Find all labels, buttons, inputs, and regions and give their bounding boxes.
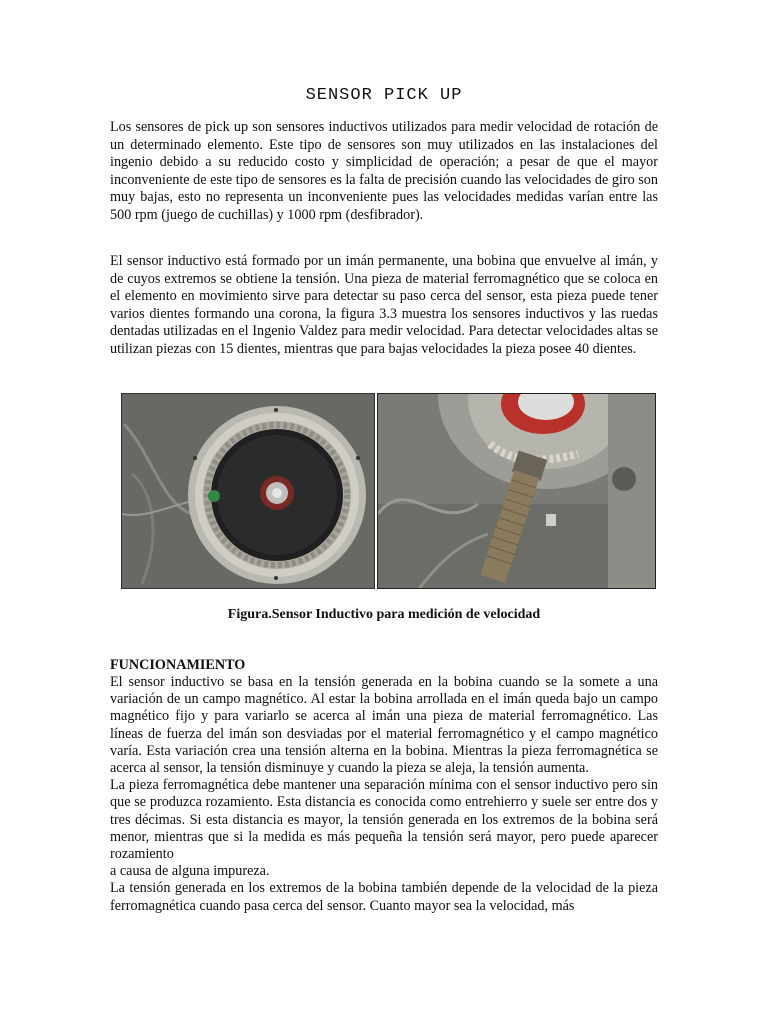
toothed-wheel-photo (121, 393, 375, 589)
section-heading: FUNCIONAMIENTO (110, 657, 246, 673)
figure-caption: Figura.Sensor Inductivo para medición de velocidad (227, 607, 541, 622)
figure (121, 393, 656, 589)
body-paragraph: La pieza ferromagnética debe mantener una separación mínima con el sensor inductivo pero sin que se produzca rozamiento. Esta distancia es conocida como entrehierro y suele ser entre dos y tres décimas. Si esta distancia es mayor, la tensión generada en los extremos de la bobina será menor, mientras que si la medida es más pequeña la tensión será mayor, pero puede aparecer rozamiento (110, 777, 658, 863)
body-paragraph: La tensión generada en los extremos de la bobina también depende de la velocidad de la pieza ferromagnética cuando pasa cerca del sensor. Cuanto mayor sea la velocidad, más (110, 880, 658, 914)
sensor-description-paragraph: El sensor inductivo está formado por un imán permanente, una bobina que envuelve al imán, y de cuyos extremos se obtiene la tensión. Una pieza de material ferromagnético que se coloca en el elemento en movimiento sirve para detectar su paso cerca del sensor, esta pieza puede tener varios dientes formando una corona, la figura 3.3 muestra los sensores inductivos y las ruedas dentadas utilizadas en el Ingenio Valdez para medir velocidad. Para detectar velocidades altas se utilizan piezas con 15 dientes, mientras que para bajas velocidades la pieza posee 40 dientes. (110, 253, 658, 357)
intro-paragraph: Los sensores de pick up son sensores inductivos utilizados para medir velocidad de rotación de un determinado elemento. Este tipo de sensores son muy utilizados en las instalaciones del ingenio debido a su reducido costo y simplicidad de operación; a pesar de que el mayor inconveniente de este tipo de sensores es la falta de precisión cuando las velocidades de giro son muy bajas, esto no representa un inconveniente pues las velocidades medidas varían entre las 500 rpm (juego de cuchillas) y 1000 rpm (desfibrador). (110, 119, 658, 223)
document-title: SENSOR PICK UP (305, 86, 463, 105)
body-paragraph: a causa de alguna impureza. (110, 863, 270, 880)
section-body (110, 674, 658, 915)
mounted-sensor-photo (377, 393, 656, 589)
body-paragraph: El sensor inductivo se basa en la tensión generada en la bobina cuando se la somete a una variación de un campo magnético. Al estar la bobina arrollada en el imán queda bajo un campo magnético fijo y para variarlo se acerca al imán una pieza de material ferromagnético. Las líneas de fuerza del imán son desviadas por el material ferromagnético y el campo magnético varía. Esta variación crea una tensión alterna en la bobina. Mientras la pieza ferromagnética se acerca al sensor, la tensión disminuye y cuando la pieza se aleja, la tensión aumenta. (110, 674, 658, 777)
